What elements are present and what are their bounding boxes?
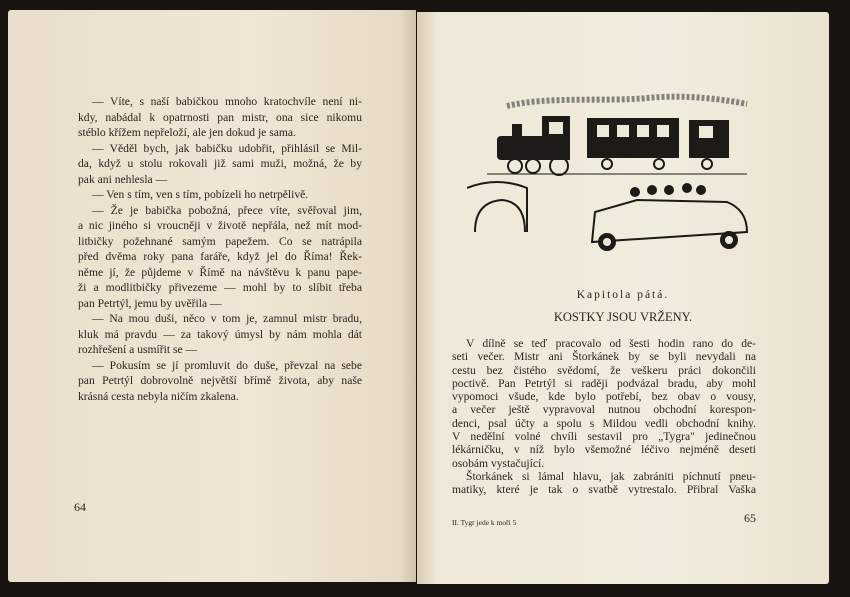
text-line: litbičky požehnané samým papežem. Co se natrápila	[78, 234, 362, 248]
text-line: V nedělní volné chvíli sestavil pro „Tygra" jedinečnou	[452, 430, 756, 444]
text-line: pan Petrtýl dobrovolně největší břímě života, aby naše	[78, 374, 362, 387]
text-line: pak ani nehlesla —	[78, 172, 168, 186]
text-line: da, když u stolu rokovali již sami muži, možná, že by	[78, 157, 362, 170]
text-line: před dvěma roky pana faráře, když jel do Říma! Řek-	[78, 250, 362, 263]
text-line: poctivě. Pan Petrtýl si raději podvázal bradu, aby mohl	[452, 376, 756, 390]
text-line: rozhřešení a usmířit se —	[78, 343, 198, 356]
text-line: krásná cesta nebyla ničím zkalena.	[78, 389, 239, 403]
page-number-right: 65	[744, 511, 756, 525]
text-line: vypomoci všude, kde bylo potřebí, bez obav o vousy,	[452, 390, 756, 404]
text-line: osobám vystačující.	[452, 456, 545, 470]
text-line: matiky, které je tak o svatbě vytrestalo. Přibral Vaška	[452, 483, 756, 497]
right-page-text	[452, 337, 756, 497]
text-line: Štorkánek si lámal hlavu, jak zabrániti píchnutí pneu-	[466, 469, 756, 483]
text-line: — Věděl bych, jak babičku udobřit, přihlásil se Mil-	[92, 141, 362, 155]
chapter-label: Kapitola pátá.	[576, 289, 670, 301]
left-page-text	[78, 94, 362, 404]
text-line: lékárničku, v níž bylo všemožné léčivo nejméně deseti	[452, 443, 756, 457]
text-line: a nic jiného si vroucněji v životě nepřála, než mít mod-	[78, 219, 362, 232]
text-line: — Na mou duši, něco v tom je, zamnul mistr bradu,	[92, 312, 362, 325]
text-line: pan Petrtýl, jemu by uvěřila —	[78, 296, 222, 310]
printer-signature: II. Tygr jede k moři 5	[452, 518, 517, 527]
page-number-left: 64	[74, 500, 86, 514]
text-line: V dílně se teď pracovalo od šesti hodin rano do de-	[466, 337, 756, 350]
text-line: stéblo křížem nepřeloží, ale jen dokud je sama.	[78, 126, 296, 139]
text-line: kdy, nabádal k opatrnosti pan mistr, ona sice nikomu	[78, 110, 362, 124]
train-and-car-illustration	[467, 92, 767, 252]
text-line: něme jí, že půjdeme v Římě na návštěvu k panu pape-	[78, 265, 362, 279]
text-line: cestu bez čistého svědomí, že veškeru práci dokončili	[452, 363, 756, 377]
text-line: — Že je babička pobožná, přece víte, svěřoval jim,	[92, 203, 362, 217]
text-line: seti večer. Mistr ani Štorkánek by se byli nevydali na	[452, 350, 756, 364]
text-line: — Pokusím se jí promluvit do duše, převzal na sebe	[92, 358, 362, 372]
text-line: a večer ještě vypravoval nutnou obchodní korespon-	[452, 403, 756, 417]
text-line: ži a modlitbičky přivezeme — mohl by to slíbit třeba	[78, 281, 362, 294]
left-page	[8, 10, 416, 582]
text-line: — Ven s tím, ven s tím, pobízeli ho netrpělivě.	[92, 188, 309, 201]
text-line: — Víte, s naší babičkou mnoho kratochvíle není ni-	[92, 95, 362, 108]
right-page	[417, 12, 829, 584]
text-line: kluk má pravdu — za takový úmysl by nám mohla dát	[78, 327, 362, 341]
chapter-title: KOSTKY JSOU VRŽENY.	[553, 310, 693, 324]
text-line: denci, psal účty a spolu s Mildou vedli obchodní knihy.	[452, 416, 756, 430]
